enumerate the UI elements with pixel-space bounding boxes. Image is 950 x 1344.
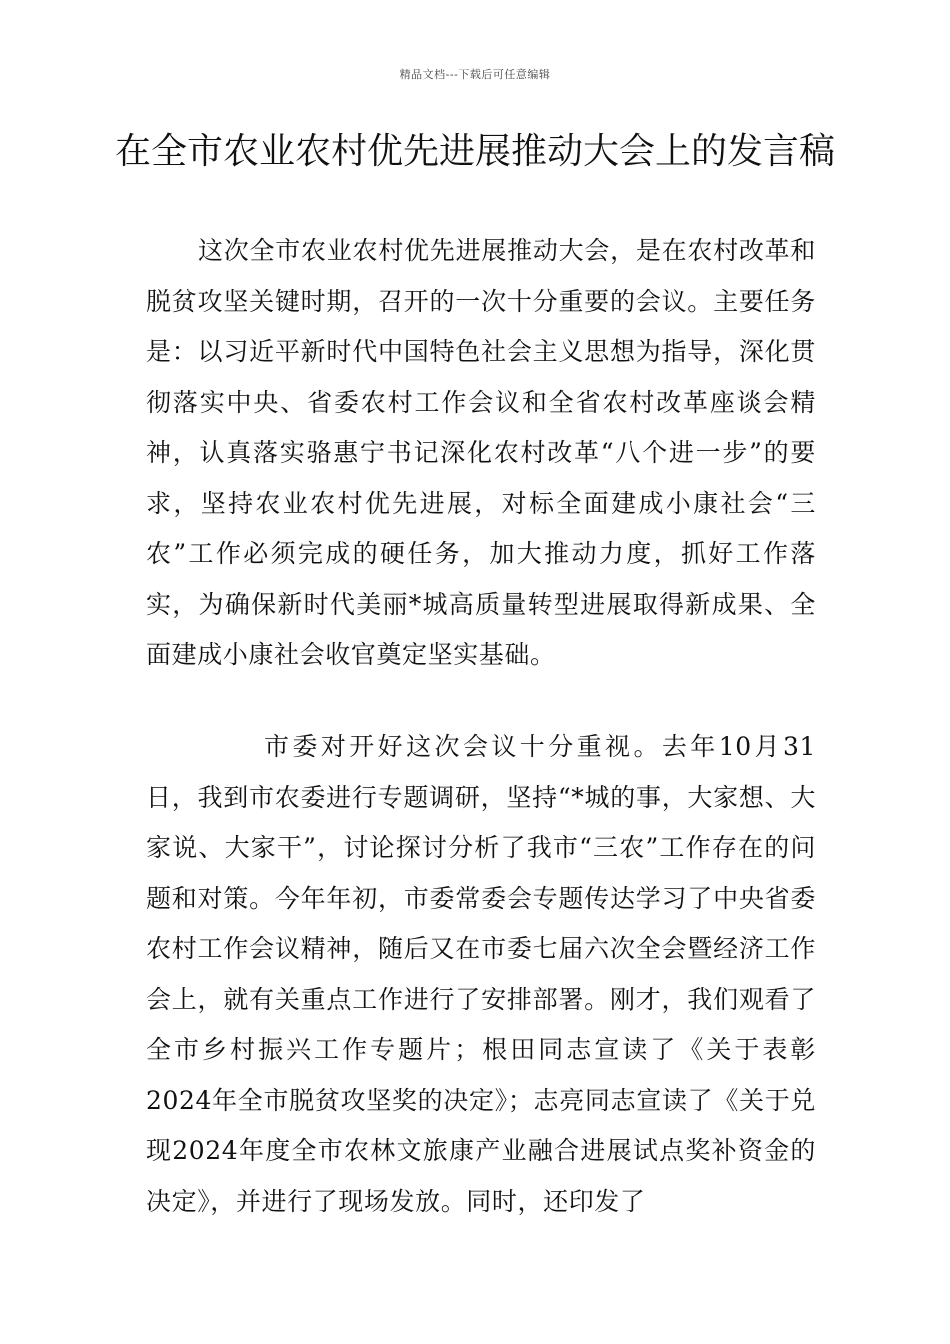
paragraph-1: 这次全市农业农村优先进展推动大会，是在农村改革和脱贫攻坚关键时期，召开的一次十分重要的会议。主要任务是：以习近平新时代中国特色社会主义思想为指导，深化贯彻落实中央、省委农村工作会议和全省农村改革座谈会精神，认真落实骆惠宁书记深化农村改革“八个进一步”的要求，坚持农业农村优先进展，对标全面建成小康社会“三农”工作必须完成的硬任务，加大推动力度，抓好工作落实，为确保新时代美丽*城高质量转型进展取得新成果、全面建成小康社会收官奠定坚实基础。 bbox=[146, 236, 816, 669]
page-header: 精品文档---下载后可任意编辑 bbox=[399, 68, 551, 81]
document-title: 在全市农业农村优先进展推动大会上的发言稿 bbox=[114, 131, 835, 172]
paragraph-2: 市委对开好这次会议十分重视。去年10月31日，我到市农委进行专题调研，坚持“*城的事，大家想、大家说、大家干”，讨论探讨分析了我市“三农”工作存在的问题和对策。今年年初，市委常委会专题传达学习了中央省委农村工作会议精神，随后又在市委七届六次全会暨经济工作会上，就有关重点工作进行了安排部署。刚才，我们观看了全市乡村振兴工作专题片；根田同志宣读了《关于表彰2024年全市脱贫攻坚奖的决定》；志亮同志宣读了《关于兑现2024年度全市农林文旅康产业融合进展试点奖补资金的决定》，并进行了现场发放。同时，还印发了 bbox=[146, 732, 816, 1216]
